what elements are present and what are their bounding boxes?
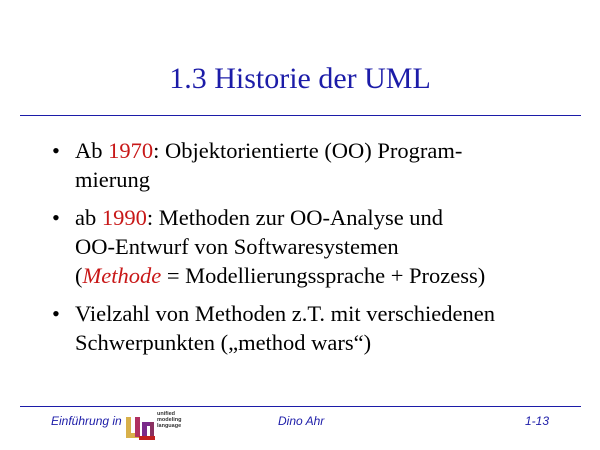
bullet-1-year: 1970 [108, 138, 154, 163]
slide-title: 1.3 Historie der UML [169, 62, 431, 95]
bullet-1-line-2: mierung [75, 167, 150, 192]
bullet-2-line-3 [75, 261, 568, 290]
bullet-3-line-1: Vielzahl von Methoden z.T. mit verschiedenen [75, 301, 495, 326]
bullet-2-paren: ( [75, 263, 83, 288]
bullet-2-year: 1990 [101, 205, 147, 230]
footer-course-label: Einführung in [51, 414, 122, 428]
bullet-2-line-2: OO-Entwurf von Softwaresystemen [75, 234, 399, 259]
bullet-2-methode: Methode [82, 263, 162, 288]
bullet-1-line-1 [75, 136, 568, 165]
bullet-2-text: : Methoden zur OO-Analyse und [146, 205, 444, 230]
bullet-list [48, 136, 568, 357]
logo-word-language: language [157, 423, 182, 429]
bullet-2-line-1 [75, 203, 568, 232]
bullet-item-1 [48, 136, 568, 194]
footer-author: Dino Ahr [278, 414, 325, 428]
bullet-dot-icon: • [52, 205, 60, 230]
footer-page-number: 1-13 [525, 414, 550, 428]
bullet-1-pre: Ab [75, 138, 109, 163]
bullet-2-definition: = Modellierungssprache + Prozess) [161, 263, 486, 288]
footer-divider [20, 406, 581, 407]
bullet-item-2 [48, 203, 568, 290]
uml-logo-icon [125, 408, 183, 442]
bullet-2-pre: ab [75, 205, 102, 230]
bullet-3-line-2: Schwerpunkten („method wars“) [75, 330, 372, 355]
bullet-dot-icon: • [52, 138, 60, 163]
bullet-item-3 [48, 299, 568, 357]
logo-word-modeling: modeling [157, 417, 182, 423]
title-divider [20, 115, 581, 116]
logo-word-unified: unified [157, 411, 176, 417]
bullet-1-text: : Objektorientierte (OO) Program- [153, 138, 463, 163]
bullet-dot-icon: • [52, 301, 60, 326]
